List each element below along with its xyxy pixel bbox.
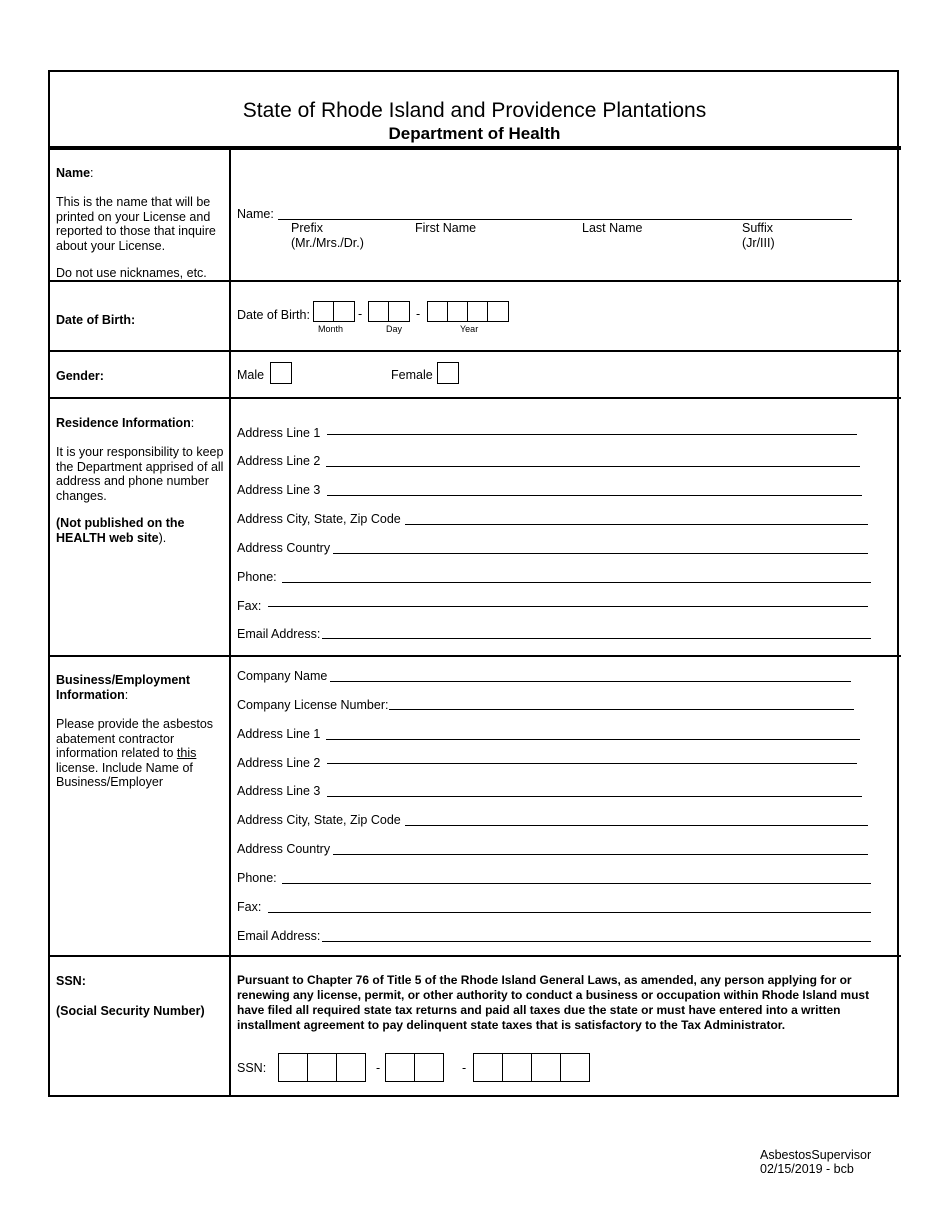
male-label: Male <box>237 368 265 382</box>
first-name-label: First Name <box>415 221 477 235</box>
ssn-digit-4[interactable] <box>385 1053 415 1082</box>
biz-addr1-label: Address Line 1 <box>237 727 321 741</box>
res-city-input[interactable] <box>405 524 868 525</box>
ssn-digit-9[interactable] <box>560 1053 590 1082</box>
name-heading: Name <box>56 166 91 180</box>
res-addr2-label: Address Line 2 <box>237 454 321 468</box>
row-divider <box>48 955 901 957</box>
dob-field-label: Date of Birth: <box>237 308 310 322</box>
res-addr1-input[interactable] <box>327 434 857 435</box>
res-addr3-input[interactable] <box>327 495 862 496</box>
name-field-label: Name: <box>237 207 274 221</box>
biz-addr2-input[interactable] <box>327 763 857 764</box>
dob-heading: Date of Birth: <box>56 313 136 327</box>
res-country-input[interactable] <box>333 553 868 554</box>
biz-addr3-input[interactable] <box>327 796 862 797</box>
res-city-label: Address City, State, Zip Code <box>237 512 401 526</box>
footer-form-id: AsbestosSupervisor <box>760 1148 872 1162</box>
ssn-digit-6[interactable] <box>473 1053 503 1082</box>
dob-month-caption: Month <box>318 324 344 334</box>
biz-country-label: Address Country <box>237 842 331 856</box>
residence-note-end: ). <box>158 530 167 545</box>
ssn-field-label: SSN: <box>237 1061 267 1075</box>
business-heading: Business/Employment Information <box>56 673 191 702</box>
ssn-digit-1[interactable] <box>278 1053 308 1082</box>
biz-email-label: Email Address: <box>237 929 321 943</box>
res-country-label: Address Country <box>237 541 331 555</box>
residence-heading: Residence Information <box>56 416 191 430</box>
row-divider <box>48 397 901 399</box>
res-email-label: Email Address: <box>237 627 321 641</box>
suffix-label: Suffix <box>742 221 774 235</box>
name-input-line[interactable] <box>278 219 852 220</box>
dob-month-digit-1[interactable] <box>313 301 334 322</box>
form-title: State of Rhode Island and Providence Plantations <box>242 99 707 122</box>
ssn-subheading: (Social Security Number) <box>56 1004 205 1018</box>
dob-separator: - <box>416 307 421 321</box>
biz-phone-label: Phone: <box>237 871 277 885</box>
biz-email-input[interactable] <box>322 941 871 942</box>
ssn-separator: - <box>376 1061 381 1075</box>
dob-day-digit-1[interactable] <box>368 301 389 322</box>
biz-fax-input[interactable] <box>268 912 871 913</box>
female-checkbox[interactable] <box>437 362 459 384</box>
biz-city-input[interactable] <box>405 825 868 826</box>
business-desc-part1: Please provide the asbestos abatement contractor information related to <box>56 717 214 760</box>
residence-heading-block: Residence Information: <box>56 416 195 430</box>
biz-city-label: Address City, State, Zip Code <box>237 813 401 827</box>
column-divider <box>229 149 231 1097</box>
ssn-separator: - <box>462 1061 467 1075</box>
res-fax-input[interactable] <box>268 606 868 607</box>
name-note: Do not use nicknames, etc. <box>56 266 207 280</box>
row-divider <box>48 350 901 352</box>
res-fax-label: Fax: <box>237 599 262 613</box>
biz-addr1-input[interactable] <box>326 739 860 740</box>
ssn-digit-7[interactable] <box>502 1053 532 1082</box>
business-desc-this: this <box>176 746 197 760</box>
row-divider <box>48 655 901 657</box>
biz-addr3-label: Address Line 3 <box>237 784 321 798</box>
dob-day-digit-2[interactable] <box>388 301 410 322</box>
biz-company-input[interactable] <box>330 681 851 682</box>
name-heading-block: Name: <box>56 166 94 180</box>
department-title: Department of Health <box>388 124 561 143</box>
res-email-input[interactable] <box>322 638 871 639</box>
biz-fax-label: Fax: <box>237 900 262 914</box>
business-heading-block: Business/Employment Information: <box>56 673 191 702</box>
ssn-digit-5[interactable] <box>414 1053 444 1082</box>
res-phone-label: Phone: <box>237 570 277 584</box>
biz-license-input[interactable] <box>389 709 854 710</box>
dob-month-digit-2[interactable] <box>333 301 355 322</box>
prefix-label: Prefix <box>291 221 323 235</box>
biz-company-label: Company Name <box>237 669 328 683</box>
ssn-digit-8[interactable] <box>531 1053 561 1082</box>
header-divider <box>48 146 901 150</box>
dob-year-digit-2[interactable] <box>447 301 468 322</box>
biz-phone-input[interactable] <box>282 883 871 884</box>
female-label: Female <box>391 368 433 382</box>
prefix-hint: (Mr./Mrs./Dr.) <box>291 236 364 250</box>
suffix-hint: (Jr/III) <box>742 236 775 250</box>
ssn-tax-notice: Pursuant to Chapter 76 of Title 5 of the Rhode Island General Laws, as amended, any person applying for or renewing any license, permit, or other authority to conduct a business or occupation within Rhode Island must have filed all required state tax returns and paid all taxes due the state or must have entered into a written installment agreement to pay delinquent state taxes that is satisfactory to the Tax Administrator. <box>237 973 870 1032</box>
gender-heading: Gender: <box>56 369 104 383</box>
male-checkbox[interactable] <box>270 362 292 384</box>
ssn-digit-2[interactable] <box>307 1053 337 1082</box>
dob-day-caption: Day <box>386 324 403 334</box>
dob-year-digit-1[interactable] <box>427 301 448 322</box>
residence-note-bold: (Not published on the HEALTH web site <box>56 516 185 545</box>
res-addr2-input[interactable] <box>326 466 860 467</box>
res-addr3-label: Address Line 3 <box>237 483 321 497</box>
biz-addr2-label: Address Line 2 <box>237 756 321 770</box>
ssn-digit-3[interactable] <box>336 1053 366 1082</box>
ssn-heading: SSN: <box>56 974 86 988</box>
business-desc-part2: license. Include Name of Business/Employer <box>56 760 193 789</box>
res-phone-input[interactable] <box>282 582 871 583</box>
dob-separator: - <box>358 307 363 321</box>
biz-license-label: Company License Number: <box>237 698 389 712</box>
biz-country-input[interactable] <box>333 854 868 855</box>
residence-description: It is your responsibility to keep the Department apprised of all address and phone number changes. <box>56 445 224 503</box>
dob-year-digit-3[interactable] <box>467 301 488 322</box>
footer-revision: 02/15/2019 - bcb <box>760 1162 854 1176</box>
res-addr1-label: Address Line 1 <box>237 426 321 440</box>
name-description: This is the name that will be printed on your License and reported to those that inquire about your License. <box>56 195 216 253</box>
residence-note <box>56 516 224 545</box>
dob-year-digit-4[interactable] <box>487 301 509 322</box>
business-description <box>56 717 224 790</box>
last-name-label: Last Name <box>582 221 643 235</box>
dob-year-caption: Year <box>460 324 479 334</box>
